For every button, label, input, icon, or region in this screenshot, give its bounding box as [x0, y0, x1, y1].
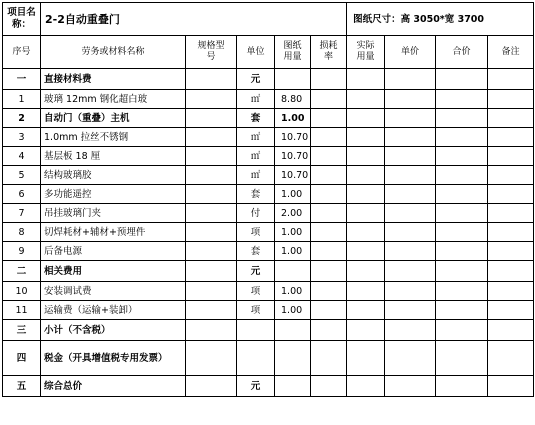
row-actual-qty: [347, 320, 385, 341]
row-no: 4: [3, 147, 41, 166]
row-name: 直接材料费: [41, 69, 186, 90]
col-header-unit: 单位: [237, 36, 275, 69]
row-actual-qty: [347, 341, 385, 376]
row-unit: 项: [237, 223, 275, 242]
row-unit-price: [385, 301, 436, 320]
drawing-size: 图纸尺寸：高 3050*宽 3700: [347, 3, 534, 36]
row-drawing-qty: 1.00: [275, 242, 311, 261]
title-row: [3, 3, 534, 36]
col-header-unit-price: 单价: [385, 36, 436, 69]
row-actual-qty: [347, 242, 385, 261]
row-remarks: [488, 166, 534, 185]
row-loss-rate: [311, 147, 347, 166]
row-no: 一: [3, 69, 41, 90]
row-unit: ㎡: [237, 166, 275, 185]
row-remarks: [488, 242, 534, 261]
column-header-row: [3, 36, 534, 69]
row-actual-qty: [347, 185, 385, 204]
row-unit-price: [385, 341, 436, 376]
row-unit-price: [385, 242, 436, 261]
row-name: 结构玻璃胶: [41, 166, 186, 185]
row-loss-rate: [311, 301, 347, 320]
row-actual-qty: [347, 166, 385, 185]
row-remarks: [488, 301, 534, 320]
quotation-table: [2, 2, 534, 397]
row-name: 玻璃 12mm 钢化超白玻: [41, 90, 186, 109]
row-actual-qty: [347, 109, 385, 128]
row-name: 吊挂玻璃门夹: [41, 204, 186, 223]
row-loss-rate: [311, 223, 347, 242]
row-unit: [237, 320, 275, 341]
row-drawing-qty: 1.00: [275, 282, 311, 301]
row-remarks: [488, 320, 534, 341]
row-no: 9: [3, 242, 41, 261]
row-remarks: [488, 90, 534, 109]
row-remarks: [488, 282, 534, 301]
table-row: [3, 242, 534, 261]
row-amount: [436, 90, 488, 109]
row-drawing-qty: 1.00: [275, 301, 311, 320]
row-unit-price: [385, 128, 436, 147]
row-remarks: [488, 204, 534, 223]
row-loss-rate: [311, 261, 347, 282]
table-row: [3, 282, 534, 301]
row-unit-price: [385, 282, 436, 301]
project-name: 2-2自动重叠门: [41, 3, 347, 36]
row-remarks: [488, 223, 534, 242]
section-row: [3, 320, 534, 341]
section-row: [3, 341, 534, 376]
section-row: [3, 261, 534, 282]
row-no: 11: [3, 301, 41, 320]
row-spec: [186, 185, 237, 204]
table-row: [3, 301, 534, 320]
row-loss-rate: [311, 282, 347, 301]
row-name: 切焊耗材+辅材+预埋件: [41, 223, 186, 242]
row-unit: ㎡: [237, 147, 275, 166]
row-drawing-qty: [275, 376, 311, 397]
row-amount: [436, 223, 488, 242]
row-spec: [186, 69, 237, 90]
row-unit-price: [385, 147, 436, 166]
row-loss-rate: [311, 109, 347, 128]
row-actual-qty: [347, 69, 385, 90]
row-loss-rate: [311, 90, 347, 109]
row-unit-price: [385, 223, 436, 242]
row-amount: [436, 166, 488, 185]
row-actual-qty: [347, 128, 385, 147]
row-spec: [186, 282, 237, 301]
row-amount: [436, 320, 488, 341]
row-unit-price: [385, 69, 436, 90]
row-unit: 项: [237, 282, 275, 301]
row-unit-price: [385, 109, 436, 128]
row-no: 10: [3, 282, 41, 301]
row-name: 基层板 18 厘: [41, 147, 186, 166]
col-header-spec: 规格型号: [186, 36, 237, 69]
row-drawing-qty: 1.00: [275, 223, 311, 242]
row-unit: 套: [237, 109, 275, 128]
row-spec: [186, 204, 237, 223]
row-no: 五: [3, 376, 41, 397]
project-name-label: 项目名称：: [3, 3, 41, 36]
row-drawing-qty: 2.00: [275, 204, 311, 223]
row-amount: [436, 147, 488, 166]
row-actual-qty: [347, 301, 385, 320]
row-spec: [186, 223, 237, 242]
row-loss-rate: [311, 204, 347, 223]
row-drawing-qty: 1.00: [275, 109, 311, 128]
row-amount: [436, 242, 488, 261]
row-no: 5: [3, 166, 41, 185]
row-name: 运输费（运输+装卸）: [41, 301, 186, 320]
row-unit: 元: [237, 261, 275, 282]
row-unit-price: [385, 185, 436, 204]
row-spec: [186, 242, 237, 261]
table-row: [3, 185, 534, 204]
row-remarks: [488, 147, 534, 166]
row-loss-rate: [311, 69, 347, 90]
row-drawing-qty: 1.00: [275, 185, 311, 204]
row-name: 自动门（重叠）主机: [41, 109, 186, 128]
row-unit: 项: [237, 301, 275, 320]
row-amount: [436, 185, 488, 204]
table-row: [3, 109, 534, 128]
row-drawing-qty: 8.80: [275, 90, 311, 109]
section-row: [3, 69, 534, 90]
row-remarks: [488, 69, 534, 90]
row-name: 后备电源: [41, 242, 186, 261]
row-unit: 元: [237, 376, 275, 397]
row-drawing-qty: 10.70: [275, 128, 311, 147]
row-spec: [186, 109, 237, 128]
row-drawing-qty: 10.70: [275, 147, 311, 166]
row-loss-rate: [311, 128, 347, 147]
table-row: [3, 223, 534, 242]
row-amount: [436, 204, 488, 223]
row-no: 8: [3, 223, 41, 242]
row-remarks: [488, 185, 534, 204]
table-row: [3, 90, 534, 109]
row-loss-rate: [311, 242, 347, 261]
row-actual-qty: [347, 147, 385, 166]
table-row: [3, 128, 534, 147]
row-drawing-qty: [275, 341, 311, 376]
row-no: 2: [3, 109, 41, 128]
row-spec: [186, 261, 237, 282]
row-drawing-qty: 10.70: [275, 166, 311, 185]
table-row: [3, 204, 534, 223]
row-loss-rate: [311, 341, 347, 376]
row-drawing-qty: [275, 69, 311, 90]
row-unit: 付: [237, 204, 275, 223]
row-remarks: [488, 128, 534, 147]
row-drawing-qty: [275, 261, 311, 282]
row-drawing-qty: [275, 320, 311, 341]
row-unit-price: [385, 376, 436, 397]
row-amount: [436, 282, 488, 301]
col-header-amount: 合价: [436, 36, 488, 69]
row-unit-price: [385, 261, 436, 282]
row-no: 二: [3, 261, 41, 282]
row-no: 7: [3, 204, 41, 223]
row-amount: [436, 341, 488, 376]
row-unit: [237, 341, 275, 376]
row-remarks: [488, 376, 534, 397]
row-no: 3: [3, 128, 41, 147]
row-actual-qty: [347, 90, 385, 109]
row-loss-rate: [311, 185, 347, 204]
col-header-loss-rate: 损耗率: [311, 36, 347, 69]
row-actual-qty: [347, 376, 385, 397]
row-spec: [186, 90, 237, 109]
col-header-drawing-qty: 图纸用量: [275, 36, 311, 69]
row-spec: [186, 301, 237, 320]
row-spec: [186, 128, 237, 147]
row-amount: [436, 376, 488, 397]
row-unit: ㎡: [237, 128, 275, 147]
row-remarks: [488, 341, 534, 376]
row-spec: [186, 166, 237, 185]
table-row: [3, 166, 534, 185]
row-remarks: [488, 109, 534, 128]
row-name: 小计（不含税）: [41, 320, 186, 341]
row-unit: 套: [237, 242, 275, 261]
row-amount: [436, 69, 488, 90]
row-spec: [186, 341, 237, 376]
row-actual-qty: [347, 282, 385, 301]
row-amount: [436, 261, 488, 282]
row-unit: 套: [237, 185, 275, 204]
row-unit: ㎡: [237, 90, 275, 109]
row-no: 四: [3, 341, 41, 376]
row-amount: [436, 128, 488, 147]
row-no: 1: [3, 90, 41, 109]
row-unit-price: [385, 166, 436, 185]
row-loss-rate: [311, 320, 347, 341]
row-no: 三: [3, 320, 41, 341]
col-header-name: 劳务或材料名称: [41, 36, 186, 69]
row-unit-price: [385, 90, 436, 109]
row-name: 1.0mm 拉丝不锈钢: [41, 128, 186, 147]
row-remarks: [488, 261, 534, 282]
table-row: [3, 147, 534, 166]
row-actual-qty: [347, 204, 385, 223]
section-row: [3, 376, 534, 397]
row-unit: 元: [237, 69, 275, 90]
row-spec: [186, 376, 237, 397]
col-header-actual-qty: 实际用量: [347, 36, 385, 69]
row-amount: [436, 301, 488, 320]
row-actual-qty: [347, 223, 385, 242]
row-spec: [186, 320, 237, 341]
row-actual-qty: [347, 261, 385, 282]
row-amount: [436, 109, 488, 128]
row-spec: [186, 147, 237, 166]
row-unit-price: [385, 320, 436, 341]
row-name: 相关费用: [41, 261, 186, 282]
row-name: 综合总价: [41, 376, 186, 397]
row-no: 6: [3, 185, 41, 204]
row-name: 多功能遥控: [41, 185, 186, 204]
row-name: 税金（开具增值税专用发票）: [41, 341, 186, 376]
row-loss-rate: [311, 166, 347, 185]
col-header-no: 序号: [3, 36, 41, 69]
col-header-remarks: 备注: [488, 36, 534, 69]
row-name: 安装调试费: [41, 282, 186, 301]
row-unit-price: [385, 204, 436, 223]
row-loss-rate: [311, 376, 347, 397]
